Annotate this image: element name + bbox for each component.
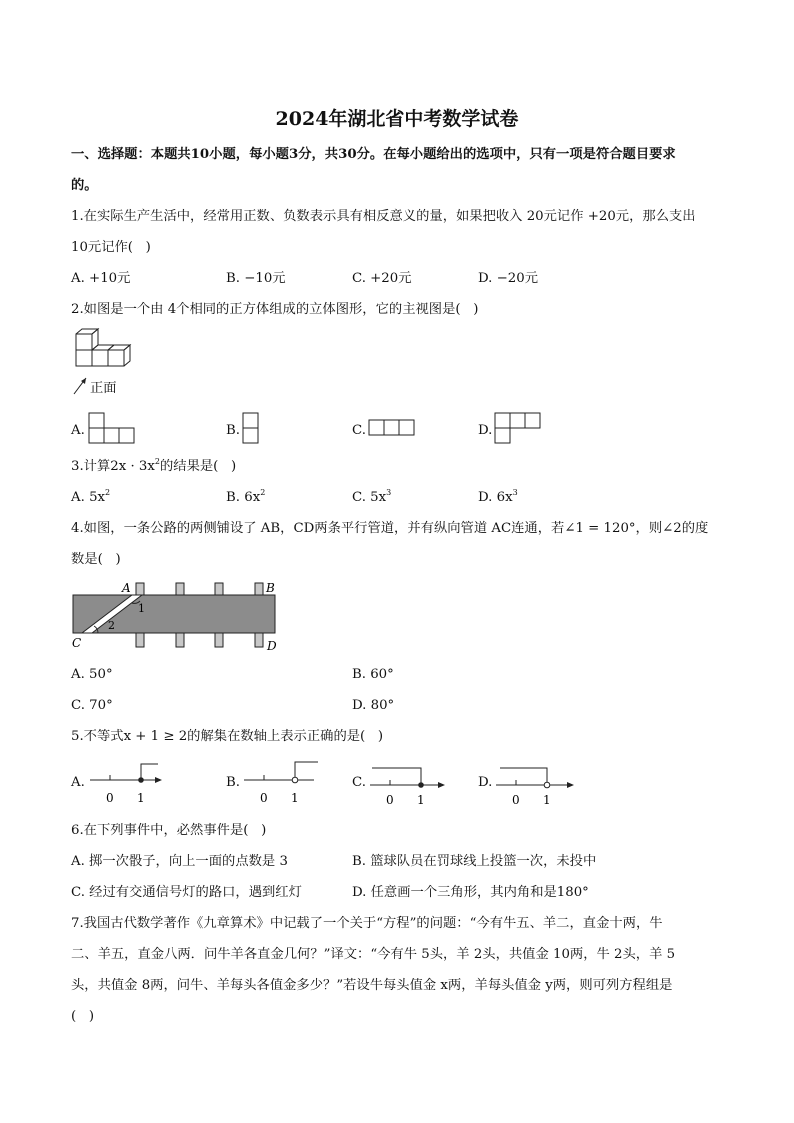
q2-option-b-letter: B. (226, 423, 240, 438)
q4-option-a: A. 50° (71, 667, 113, 682)
q2-stem: 2.如图是一个由 4个相同的正方体组成的立体图形，它的主视图是( ) (71, 302, 479, 317)
q2-option-a-letter: A. (71, 423, 85, 438)
q5-option-d-letter: D. (478, 775, 493, 790)
section-instructions-line1: 一、选择题：本题共10小题，每小题3分，共30分。在每小题给出的选项中，只有一项是符合题目要求 (71, 147, 676, 162)
q1-option-b: B. −10元 (226, 271, 286, 286)
section-instructions-line2: 的。 (71, 178, 98, 193)
q2-front-label: 正面 (90, 381, 117, 396)
q4-option-c: C. 70° (71, 698, 113, 713)
q1-option-c: C. +20元 (352, 271, 412, 286)
q5-option-b-numberline (242, 760, 322, 808)
q2-option-c-letter: C. (352, 423, 366, 438)
q5-option-a-letter: A. (71, 775, 85, 790)
q4-label-d: D (267, 639, 277, 653)
q2-option-b-figure (242, 412, 262, 444)
q7-stem-line4: ( ) (71, 1009, 95, 1024)
q2-option-d-figure (494, 412, 542, 444)
q4-label-c: C (72, 636, 82, 650)
q5-c-tick-1: 1 (417, 793, 425, 807)
q6-option-a: A. 掷一次骰子，向上一面的点数是 3 (71, 854, 288, 869)
q3-stem: 3.计算$2x \cdot 3x^2$的结果是( ) (71, 457, 237, 474)
q6-option-d: D. 任意画一个三角形，其内角和是180° (352, 885, 589, 900)
q6-stem: 6.在下列事件中，必然事件是( ) (71, 823, 267, 838)
q2-option-a-figure (88, 412, 136, 444)
q7-stem-line3: 头，共值金 8两，问牛、羊每头各值金多少？”若设牛每头值金 x两，羊每头值金 y两，则可列方程组是 (71, 978, 673, 993)
q6-option-b: B. 篮球队员在罚球线上投篮一次，未投中 (352, 854, 597, 869)
q3-option-d: D. $6x^3$ (478, 488, 518, 505)
q1-stem-line2: 10元记作( ) (71, 240, 151, 255)
q1-option-d: D. −20元 (478, 271, 538, 286)
q7-stem-line2: 二、羊五，直金八两．问牛羊各直金几何？”译文：“今有牛 5头，羊 2头，共值金 10两，牛 2头，羊 5 (71, 947, 676, 962)
q7-stem-line1: 7.我国古代数学著作《九章算术》中记载了一个关于“方程”的问题：“今有牛五、羊二，直金十两，牛 (71, 916, 663, 931)
page-title: 2024年湖北省中考数学试卷 (275, 108, 519, 130)
q5-a-tick-1: 1 (137, 791, 145, 805)
q2-option-d-letter: D. (478, 423, 493, 438)
q1-stem-line1: 1.在实际生产生活中，经常用正数、负数表示具有相反意义的量，如果把收入 20元记作 +20元，那么支出 (71, 209, 696, 224)
q5-option-c-letter: C. (352, 775, 366, 790)
q4-stem-line1: 4.如图，一条公路的两侧铺设了 AB，CD两条平行管道，并有纵向管道 AC连通，若∠1 = 120°，则∠2的度 (71, 521, 709, 536)
q3-option-c: C. $5x^3$ (352, 488, 392, 505)
q4-stem-line2: 数是( ) (71, 552, 121, 567)
q5-option-d-numberline (494, 760, 578, 808)
q4-angle1-label: 1 (138, 602, 145, 615)
q4-label-b: B (266, 581, 275, 595)
q2-option-c-figure (368, 419, 416, 437)
q6-option-c: C. 经过有交通信号灯的路口，遇到红灯 (71, 885, 302, 900)
q4-pipe-figure (70, 578, 290, 654)
q4-label-a: A (122, 581, 131, 595)
q1-option-a: A. +10元 (71, 271, 131, 286)
q4-angle2-label: 2 (108, 619, 115, 632)
q5-b-tick-0: 0 (260, 791, 268, 805)
q3-option-a: A. $5x^2$ (71, 488, 111, 505)
q5-c-tick-0: 0 (386, 793, 394, 807)
q5-option-c-numberline (368, 760, 450, 808)
q5-option-a-numberline (88, 760, 168, 808)
q5-d-tick-1: 1 (543, 793, 551, 807)
q5-b-tick-1: 1 (291, 791, 299, 805)
q3-option-b: B. $6x^2$ (226, 488, 266, 505)
q5-stem: 5.不等式x + 1 ≥ 2的解集在数轴上表示正确的是( ) (71, 729, 384, 744)
q5-d-tick-0: 0 (512, 793, 520, 807)
q5-option-b-letter: B. (226, 775, 240, 790)
q4-option-b: B. 60° (352, 667, 394, 682)
q5-a-tick-0: 0 (106, 791, 114, 805)
q4-option-d: D. 80° (352, 698, 395, 713)
